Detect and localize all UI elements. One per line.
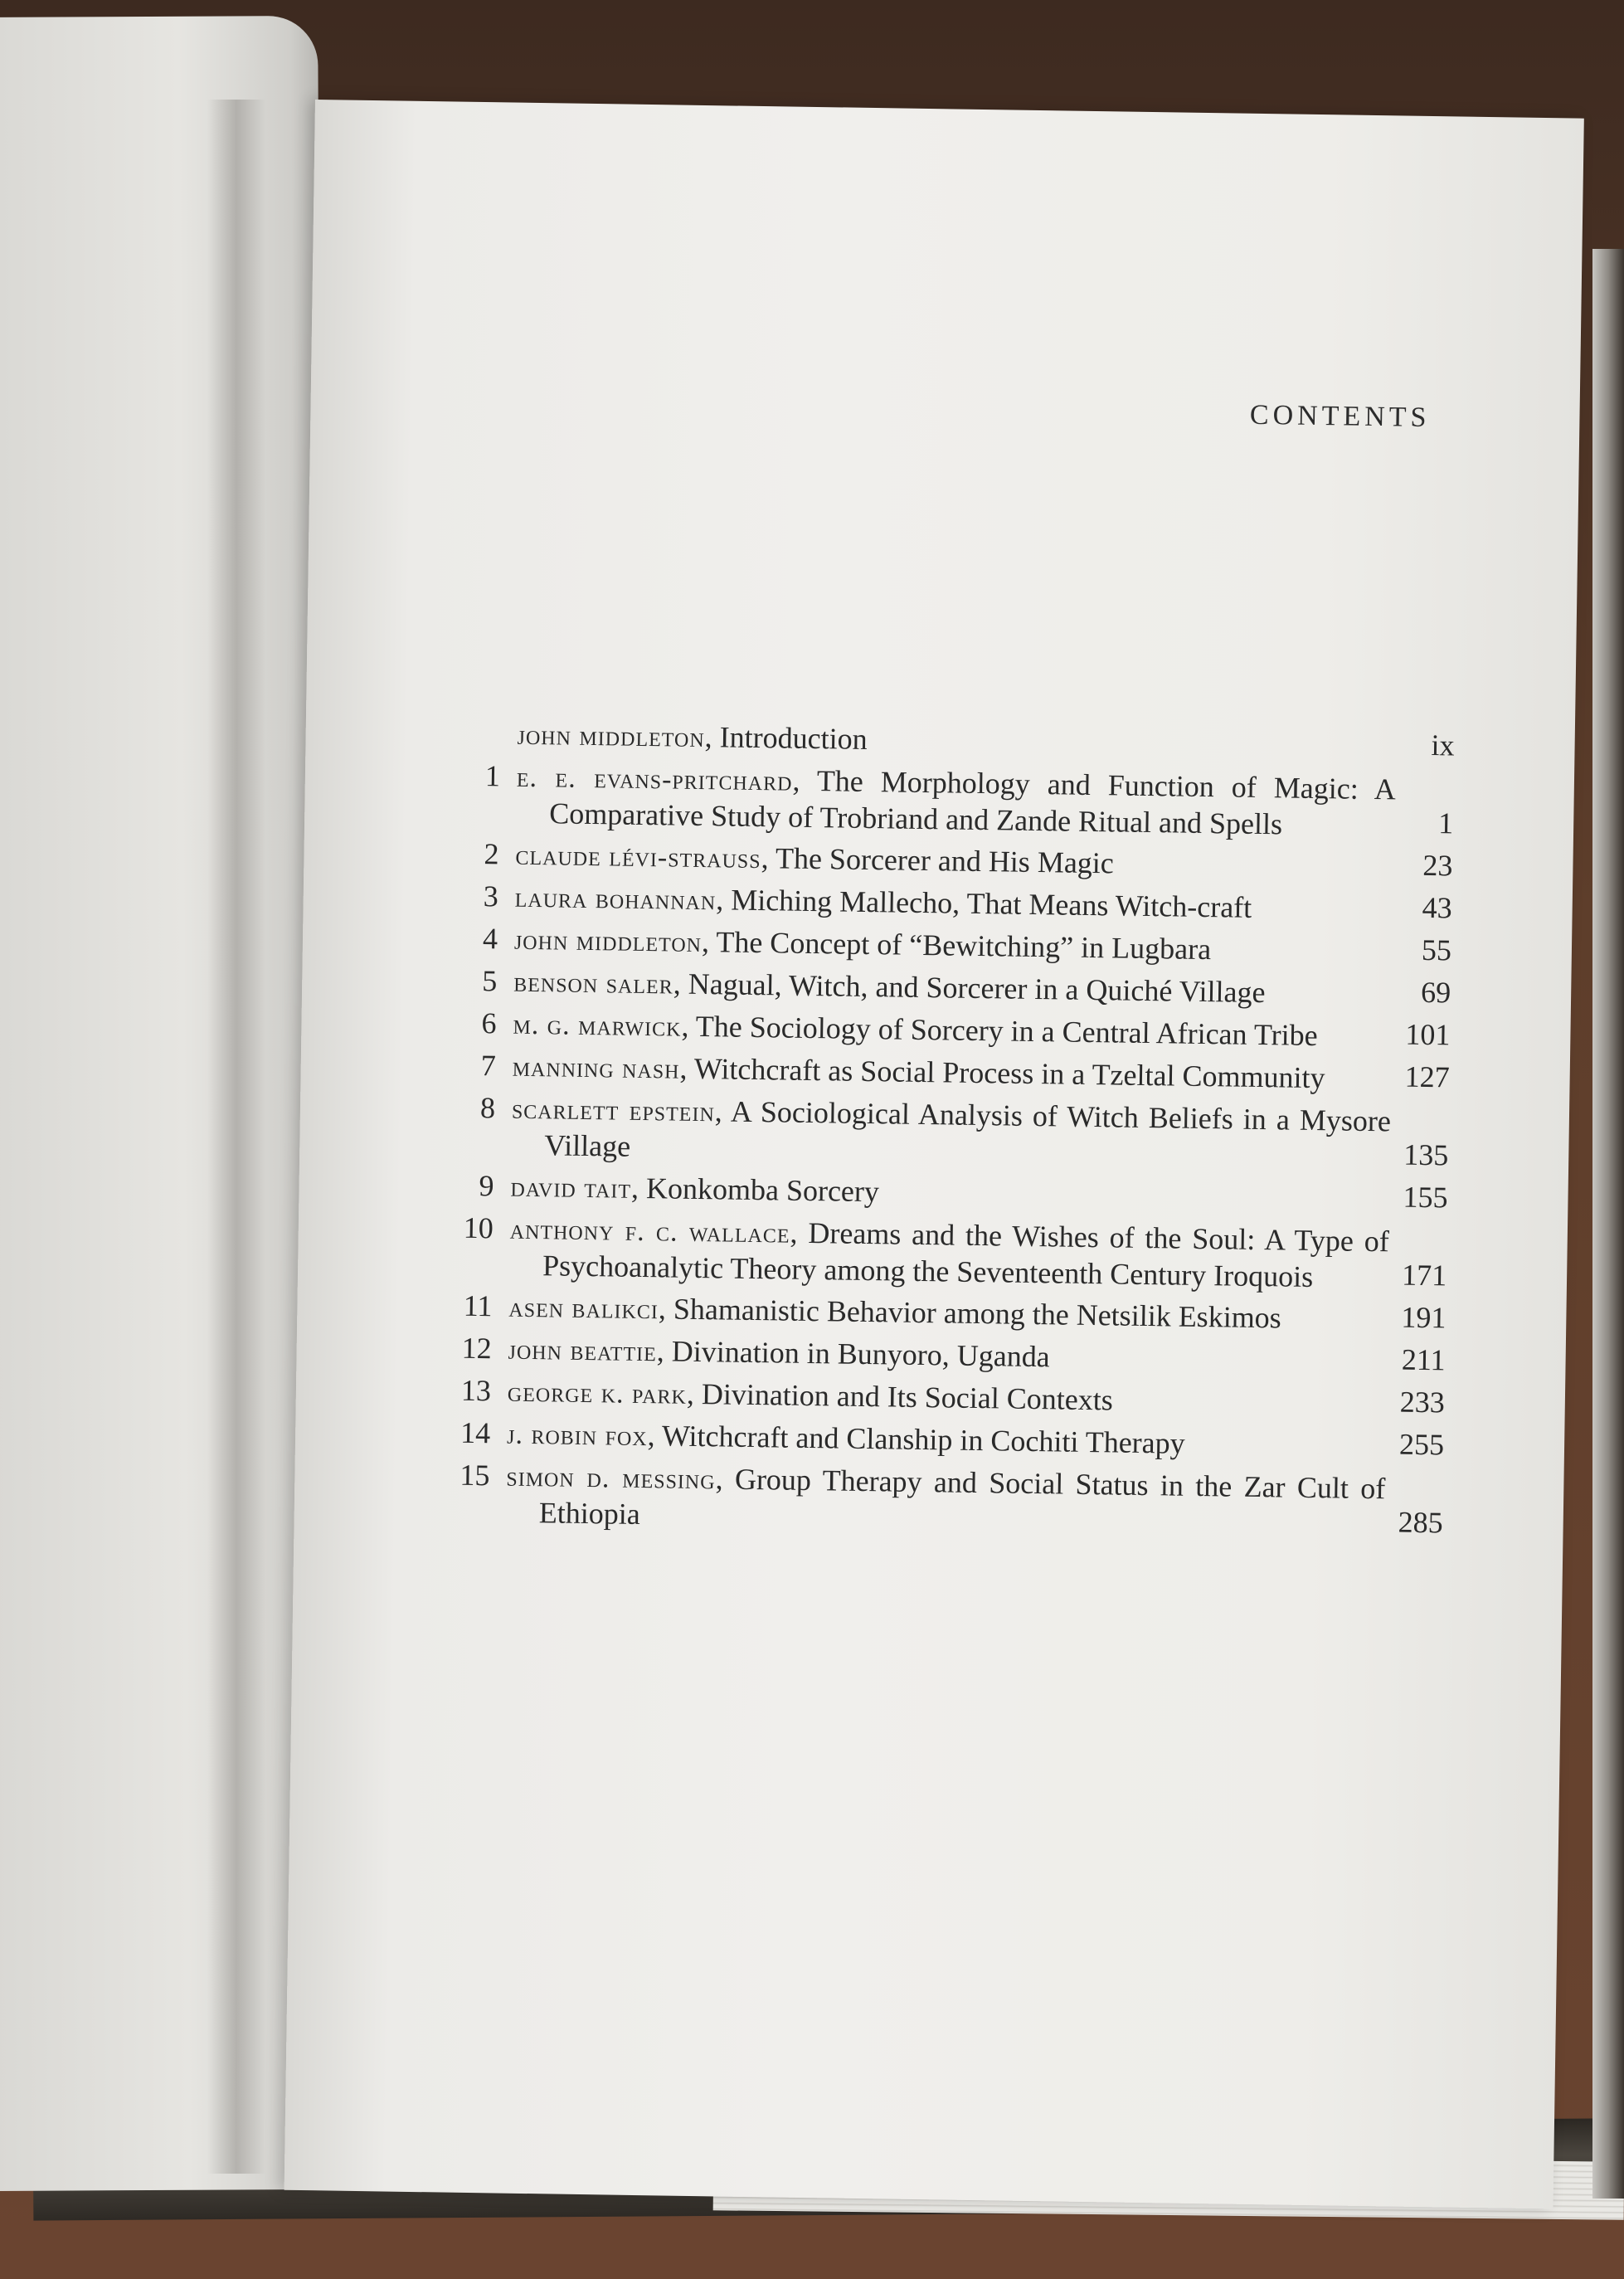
- chapter-number: 1: [484, 759, 501, 793]
- chapter-title: Miching Mallecho, That Means Witch-craft: [730, 883, 1252, 924]
- toc-entry: [298, 1208, 1568, 1299]
- toc-entry: [294, 1455, 1563, 1546]
- chapter-author: e. e. evans-pritchard: [516, 762, 793, 797]
- page-number: 23: [1422, 848, 1453, 883]
- entry-text: laura bohannan, Miching Mallecho, That Means Witch-craft: [514, 882, 1252, 924]
- chapter-author: david tait: [510, 1171, 632, 1205]
- chapter-number: [451, 716, 501, 717]
- chapter-title: The Morphology and Function of Magic: A Comparative Study of Trobriand and Zande Ritual and Spells: [548, 764, 1397, 841]
- chapter-title: Group Therapy and Social Status in the Zar Cult of Ethiopia: [538, 1462, 1386, 1531]
- entry-text: j. robin fox, Witchcraft and Clanship in Cochiti Therapy: [506, 1419, 1186, 1460]
- page-number: 171: [1401, 1258, 1447, 1293]
- chapter-title: The Sorcerer and His Magic: [775, 841, 1115, 880]
- page-number: 135: [1403, 1137, 1449, 1172]
- entry-text: david tait, Konkomba Sorcery: [510, 1171, 880, 1209]
- chapter-number: 5: [481, 964, 498, 998]
- table-of-contents: [294, 713, 1574, 1552]
- page-number: 233: [1399, 1385, 1446, 1420]
- chapter-author: george k. park: [507, 1376, 688, 1410]
- chapter-number: 14: [459, 1415, 491, 1450]
- page-number: 155: [1403, 1180, 1448, 1215]
- page-number: 127: [1404, 1059, 1450, 1094]
- book-gutter: [207, 100, 265, 2174]
- chapter-author: manning nash: [512, 1051, 680, 1085]
- chapter-title: Shamanistic Behavior among the Netsilik Eskimos: [673, 1292, 1282, 1335]
- page-number: 55: [1421, 933, 1452, 967]
- chapter-author: benson saler: [513, 967, 674, 1001]
- entry-text: john beattie, Divination in Bunyoro, Uganda: [508, 1334, 1051, 1374]
- chapter-title: Dreams and the Wishes of the Soul: A Type of Psychoanalytic Theory among the Seventeenth Century Iroquois: [542, 1215, 1390, 1294]
- chapter-author: m. g. marwick: [513, 1009, 682, 1043]
- page-number: 69: [1420, 975, 1451, 1010]
- chapter-author: laura bohannan: [514, 882, 717, 917]
- entry-text: john middleton, Introduction: [517, 719, 868, 756]
- chapter-title: Nagual, Witch, and Sorcerer in a Quiché Village: [688, 967, 1266, 1010]
- toc-entry: [304, 756, 1574, 847]
- page-number: 255: [1398, 1427, 1445, 1462]
- right-page: [284, 100, 1584, 2208]
- entry-text: m. g. marwick, The Sociology of Sorcery in a Central African Tribe: [513, 1009, 1318, 1053]
- page-title: CONTENTS: [1249, 399, 1431, 433]
- chapter-author: claude lévi-strauss: [515, 840, 761, 875]
- page-number: 43: [1422, 890, 1452, 925]
- page-number: ix: [1431, 728, 1455, 762]
- chapter-author: john middleton: [513, 924, 703, 959]
- page-number: 211: [1401, 1342, 1446, 1377]
- entry-text: simon d. messing, Group Therapy and Social Status in the Zar Cult of Ethiopia: [506, 1461, 1386, 1531]
- chapter-number: 11: [463, 1288, 493, 1323]
- contents-page: [284, 100, 1584, 2208]
- entry-text: claude lévi-strauss, The Sorcerer and His Magic: [515, 840, 1115, 880]
- chapter-title: Divination and Its Social Contexts: [701, 1377, 1114, 1417]
- page-number: 191: [1401, 1300, 1447, 1335]
- chapter-author: j. robin fox: [506, 1419, 648, 1453]
- book-cover-right-edge: [1592, 249, 1624, 2199]
- chapter-title: Witchcraft as Social Process in a Tzeltal Community: [693, 1051, 1325, 1095]
- page-number: 101: [1405, 1017, 1451, 1052]
- chapter-title: Introduction: [719, 720, 868, 756]
- toc-entry: [299, 1088, 1569, 1179]
- entry-text: anthony f. c. wallace, Dreams and the Wishes of the Soul: A Type of Psychoanalytic Theory among the Seventeenth Century Iroquois: [509, 1214, 1390, 1294]
- chapter-title: Konkomba Sorcery: [645, 1171, 880, 1209]
- chapter-number: 6: [481, 1006, 497, 1040]
- entry-text: george k. park, Divination and Its Social Contexts: [507, 1376, 1114, 1417]
- page-number: 1: [1437, 806, 1454, 840]
- entry-text: manning nash, Witchcraft as Social Process in a Tzeltal Community: [512, 1051, 1325, 1095]
- entry-text: asen balikci, Shamanistic Behavior among the Netsilik Eskimos: [508, 1292, 1282, 1335]
- chapter-number: 2: [484, 837, 499, 871]
- chapter-author: simon d. messing: [506, 1461, 716, 1496]
- chapter-number: 4: [482, 922, 498, 956]
- chapter-number: 9: [479, 1169, 494, 1203]
- entry-text: e. e. evans-pritchard, The Morphology and Function of Magic: A Comparative Study of Trobriand and Zande Ritual and Spells: [516, 762, 1397, 841]
- chapter-title: Divination in Bunyoro, Uganda: [671, 1334, 1051, 1374]
- chapter-author: john beattie: [508, 1334, 658, 1368]
- chapter-number: 3: [483, 879, 499, 913]
- chapter-author: asen balikci: [508, 1292, 659, 1326]
- chapter-number: 15: [459, 1458, 490, 1493]
- chapter-number: 13: [460, 1373, 492, 1408]
- chapter-title: The Sociology of Sorcery in a Central African Tribe: [695, 1009, 1318, 1053]
- entry-text: benson saler, Nagual, Witch, and Sorcerer in a Quiché Village: [513, 967, 1266, 1010]
- chapter-author: scarlett epstein: [511, 1093, 716, 1128]
- chapter-title: A Sociological Analysis of Witch Beliefs in a Mysore Village: [544, 1094, 1392, 1163]
- page-number: 285: [1398, 1505, 1443, 1540]
- chapter-number: 10: [463, 1210, 494, 1245]
- chapter-number: 12: [461, 1331, 492, 1366]
- left-page: [0, 16, 329, 2191]
- chapter-author: anthony f. c. wallace: [509, 1214, 790, 1249]
- chapter-number: 7: [480, 1049, 497, 1083]
- chapter-author: john middleton: [517, 719, 705, 754]
- entry-text: scarlett epstein, A Sociological Analysis of Witch Beliefs in a Mysore Village: [511, 1093, 1392, 1163]
- chapter-title: Witchcraft and Clanship in Cochiti Therapy: [661, 1419, 1186, 1460]
- chapter-title: The Concept of “Bewitching” in Lugbara: [716, 925, 1212, 967]
- chapter-number: 8: [479, 1091, 496, 1125]
- entry-text: john middleton, The Concept of “Bewitching” in Lugbara: [513, 924, 1212, 967]
